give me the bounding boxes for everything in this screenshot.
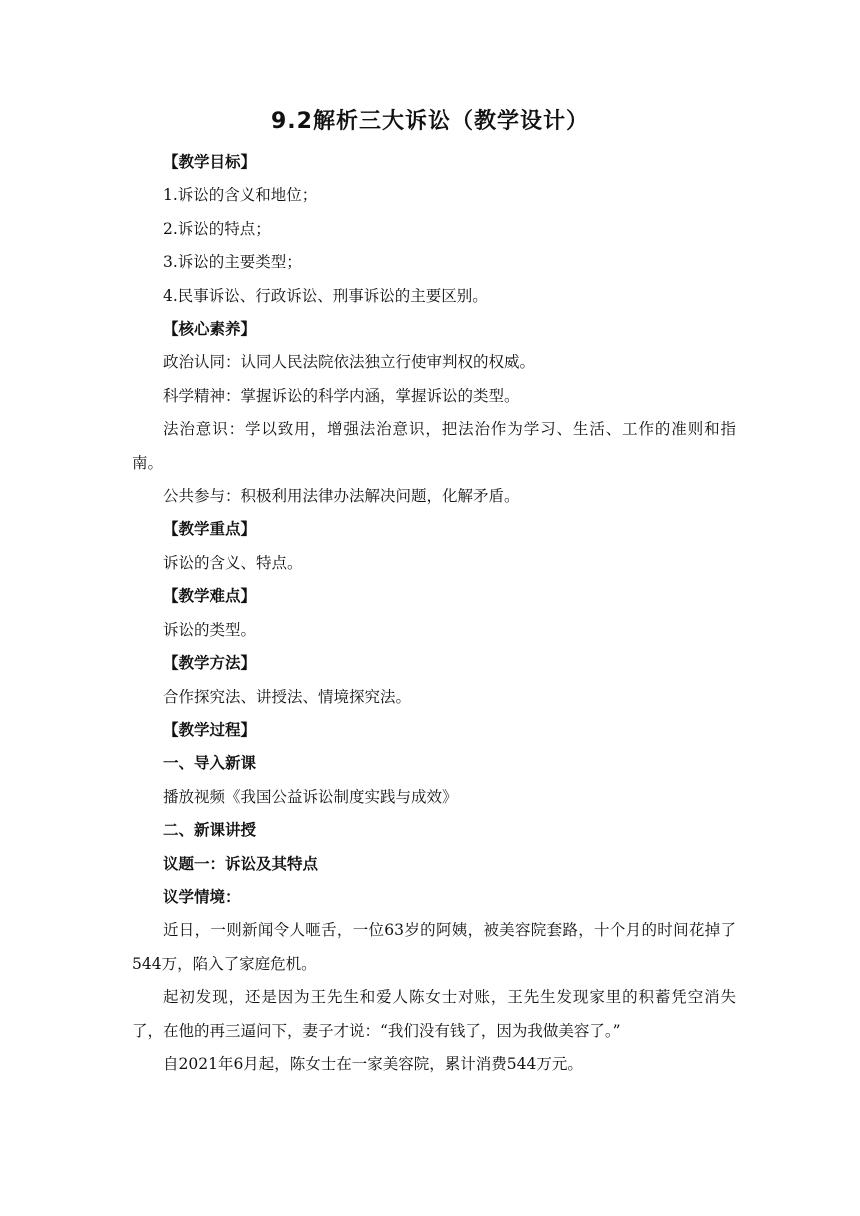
scenario-paragraph: 自2021年6月起，陈女士在一家美容院，累计消费544万元。 xyxy=(163,1054,583,1073)
objective-item: 4.民事诉讼、行政诉讼、刑事诉讼的主要区别。 xyxy=(163,286,488,305)
scenario-paragraph: 起初发现，还是因为王先生和爱人陈女士对账，王先生发现家里的积蓄凭空消失了，在他的再三逼问下，妻子才说：“我们没有钱了，因为我做美容了。” xyxy=(132,988,736,1040)
objectives-heading: 【教学目标】 xyxy=(163,153,257,171)
page-title: 9.2解析三大诉讼（教学设计） xyxy=(271,109,589,134)
literacy-item: 法治意识：学以致用，增强法治意识，把法治作为学习、生活、工作的准则和指南。 xyxy=(132,420,736,472)
literacy-heading: 【核心素养】 xyxy=(163,320,257,339)
literacy-item: 公共参与：积极利用法律办法解决问题，化解矛盾。 xyxy=(163,487,520,506)
part2-heading: 二、新课讲授 xyxy=(163,821,257,840)
document-body xyxy=(132,146,736,1081)
topic1-heading: 议题一：诉讼及其特点 xyxy=(163,854,319,873)
part1-text: 播放视频《我国公益诉讼制度实践与成效》 xyxy=(163,787,458,806)
literacy-item: 科学精神：掌握诉讼的科学内涵，掌握诉讼的类型。 xyxy=(163,386,520,405)
objective-item: 3.诉讼的主要类型； xyxy=(163,253,302,272)
method-heading: 【教学方法】 xyxy=(163,654,257,673)
difficulty-text: 诉讼的类型。 xyxy=(163,620,257,639)
literacy-item: 政治认同：认同人民法院依法独立行使审判权的权威。 xyxy=(163,353,536,372)
key-point-text: 诉讼的含义、特点。 xyxy=(163,553,303,572)
scenario-paragraph: 近日，一则新闻令人咂舌，一位63岁的阿姨，被美容院套路，十个月的时间花掉了544万，陷入了家庭危机。 xyxy=(132,921,736,973)
method-text: 合作探究法、讲授法、情境探究法。 xyxy=(163,687,412,706)
objective-item: 2.诉讼的特点； xyxy=(163,219,271,238)
objective-item: 1.诉讼的含义和地位； xyxy=(163,186,318,205)
difficulty-heading: 【教学难点】 xyxy=(163,587,257,606)
part1-heading: 一、导入新课 xyxy=(163,754,257,773)
process-heading: 【教学过程】 xyxy=(163,720,257,739)
key-point-heading: 【教学重点】 xyxy=(163,520,257,539)
scenario-heading: 议学情境： xyxy=(163,887,241,906)
